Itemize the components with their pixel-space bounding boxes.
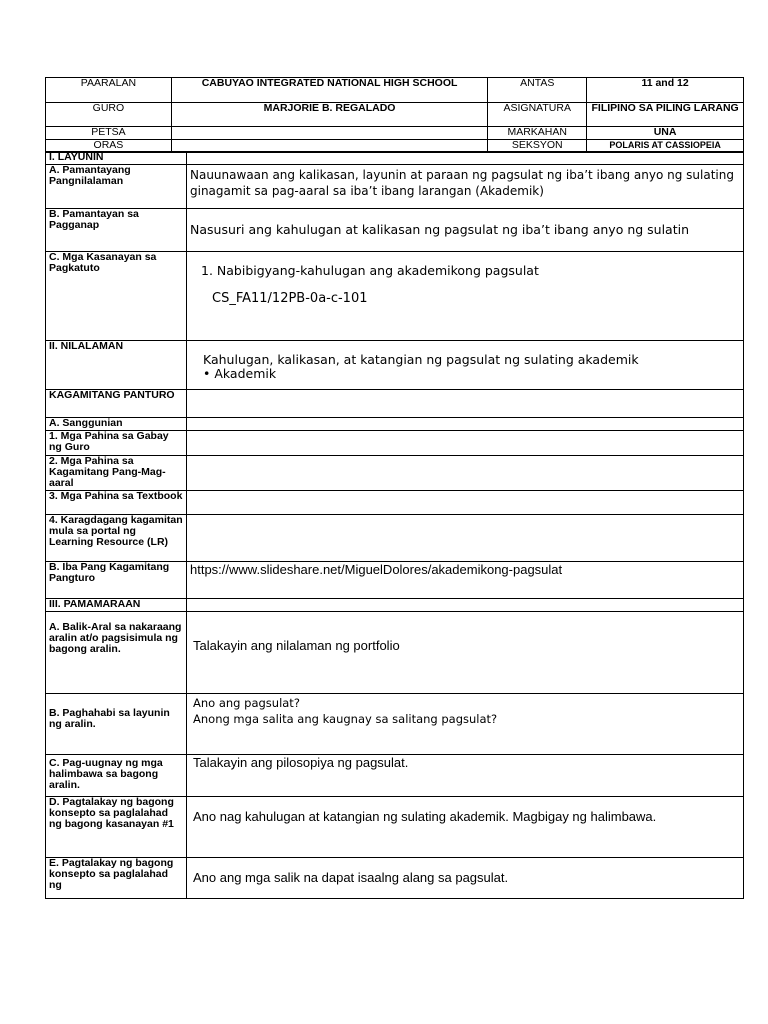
nilalaman-value: Kahulugan, kalikasan, at katangian ng pagsulat ng sulating akademik bbox=[203, 352, 639, 367]
kasanayan-code: CS_FA11/12PB-0a-c-101 bbox=[212, 291, 368, 306]
pagganap-value: Nasusuri ang kahulugan at kalikasan ng pagsulat ng iba’t ibang anyo ng sulatin bbox=[187, 209, 744, 252]
antas-label: ANTAS bbox=[488, 78, 587, 103]
paghahabi-value-2: Anong mga salita ang kaugnay sa salitang pagsulat? bbox=[193, 711, 498, 726]
kasanayan-label: C. Mga Kasanayan sa Pagkatuto bbox=[46, 252, 187, 341]
petsa-label: PETSA bbox=[46, 127, 172, 140]
balik-value: Talakayin ang nilalaman ng portfolio bbox=[187, 612, 744, 694]
markahan-value: UNA bbox=[587, 127, 744, 140]
paaralan-label: PAARALAN bbox=[46, 78, 172, 103]
nilalaman-label: II. NILALAMAN bbox=[46, 341, 187, 390]
kasanayan-value: 1. Nabibigyang-kahulugan ang akademikong pagsulat bbox=[201, 263, 539, 278]
sanggunian-label: A. Sanggunian bbox=[46, 418, 187, 431]
paghahabi-value-1: Ano ang pagsulat? bbox=[193, 696, 300, 710]
kagamitang-pang-label: 2. Mga Pahina sa Kagamitang Pang-Mag-aaral bbox=[46, 456, 187, 491]
kagamitang-label: KAGAMITANG PANTURO bbox=[46, 390, 187, 418]
asignatura-value: FILIPINO SA PILING LARANG bbox=[587, 103, 744, 127]
pagtalakay2-value: Ano ang mga salik na dapat isaalng alang sa pagsulat. bbox=[187, 858, 744, 899]
karagdagang-label: 4. Karagdagang kagamitan mula sa portal ng Learning Resource (LR) bbox=[46, 515, 187, 562]
balik-label: A. Balik-Aral sa nakaraang aralin at/o pagsisimula ng bagong aralin. bbox=[46, 612, 187, 694]
seksyon-value: POLARIS AT CASSIOPEIA bbox=[587, 139, 744, 152]
seksyon-label: SEKSYON bbox=[488, 139, 587, 152]
paaralan-value: CABUYAO INTEGRATED NATIONAL HIGH SCHOOL bbox=[171, 78, 487, 103]
header-table bbox=[45, 77, 744, 153]
pagganap-label: B. Pamantayan sa Pagganap bbox=[46, 209, 187, 252]
iba-label: B. Iba Pang Kagamitang Pangturo bbox=[46, 562, 187, 599]
petsa-value bbox=[171, 127, 487, 140]
layunin-heading: I. LAYUNIN bbox=[46, 152, 187, 165]
pamantayang-label: A. Pamantayang Pangnilalaman bbox=[46, 165, 187, 209]
guro-value: MARJORIE B. REGALADO bbox=[171, 103, 487, 127]
asignatura-label: ASIGNATURA bbox=[488, 103, 587, 127]
textbook-label: 3. Mga Pahina sa Textbook bbox=[46, 491, 187, 515]
antas-value: 11 and 12 bbox=[587, 78, 744, 103]
pamantayang-value: Nauunawaan ang kalikasan, layunin at paraan ng pagsulat ng iba’t ibang anyo ng sulating ginagamit sa pag-aaral sa iba’t ibang larangan (Akademik) bbox=[187, 165, 744, 209]
pagtalakay1-label: D. Pagtalakay ng bagong konsepto sa paglalahad ng bagong kasanayan #1 bbox=[46, 797, 187, 858]
pagtalakay1-value: Ano nag kahulugan at katangian ng sulating akademik. Magbigay ng halimbawa. bbox=[187, 797, 744, 858]
oras-label: ORAS bbox=[46, 139, 172, 152]
paguugnay-label: C. Pag-uugnay ng mga halimbawa sa bagong aralin. bbox=[46, 755, 187, 797]
lesson-plan-table bbox=[45, 151, 744, 899]
nilalaman-bullet: • Akademik bbox=[203, 366, 277, 381]
pamamaraan-heading: III. PAMAMARAAN bbox=[46, 599, 187, 612]
gabay-label: 1. Mga Pahina sa Gabay ng Guro bbox=[46, 431, 187, 456]
markahan-label: MARKAHAN bbox=[488, 127, 587, 140]
pagtalakay2-label: E. Pagtalakay ng bagong konsepto sa paglalahad ng bbox=[46, 858, 187, 899]
paghahabi-label: B. Paghahabi sa layunin ng aralin. bbox=[46, 694, 187, 755]
guro-label: GURO bbox=[46, 103, 172, 127]
paguugnay-value: Talakayin ang pilosopiya ng pagsulat. bbox=[187, 755, 744, 797]
iba-value: https://www.slideshare.net/MiguelDolores/akademikong-pagsulat bbox=[187, 562, 744, 599]
